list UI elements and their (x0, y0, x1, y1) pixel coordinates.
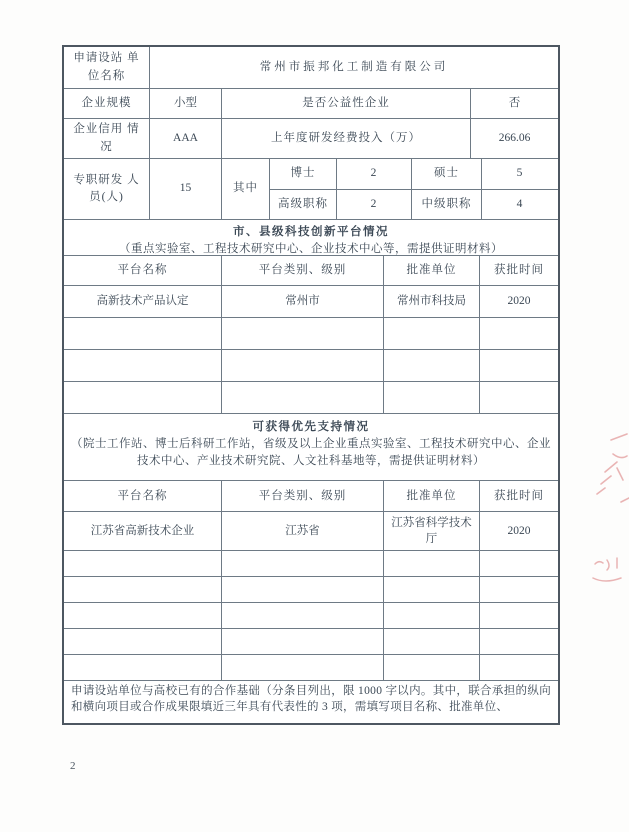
application-form-table (62, 45, 560, 725)
column-header: 批准单位 (384, 256, 480, 285)
doctor-label: 博士 (270, 159, 337, 189)
table-row (64, 286, 558, 318)
table-cell: 江苏省高新技术企业 (64, 512, 222, 550)
breakdown-row-degrees (270, 159, 558, 190)
senior-title-label: 高级职称 (270, 190, 337, 220)
table-cell (64, 318, 222, 349)
table-cell: 常州市科技局 (384, 286, 480, 317)
table-cell (64, 603, 222, 628)
table-cell (64, 577, 222, 602)
page-number: 2 (70, 760, 76, 772)
table-row (64, 512, 558, 551)
applicant-name-value: 常州市振邦化工制造有限公司 (259, 60, 449, 73)
table-cell (480, 318, 558, 349)
table-row (64, 603, 558, 629)
table-row (64, 629, 558, 655)
rd-investment-label: 上年度研发经费投入（万） (222, 119, 471, 158)
table-cell (480, 382, 558, 413)
table-cell (480, 350, 558, 381)
enterprise-scale-label: 企业规模 (64, 89, 150, 118)
table-cell: 2020 (507, 295, 531, 308)
table-cell (64, 350, 222, 381)
mid-title-label: 中级职称 (412, 190, 482, 220)
table-cell (384, 551, 480, 576)
rd-staff-label: 专职研发 人员(人) (64, 159, 150, 219)
table-cell (222, 382, 384, 413)
table-header-row (64, 256, 558, 286)
credit-value: AAA (150, 119, 222, 158)
table-cell (64, 655, 222, 680)
table-cell (480, 603, 558, 628)
table-cell (64, 551, 222, 576)
table-row (64, 551, 558, 577)
table-cell (480, 551, 558, 576)
master-label: 硕士 (412, 159, 482, 189)
among-which-label: 其中 (222, 159, 270, 219)
table-cell (222, 551, 384, 576)
table-cell (384, 350, 480, 381)
rd-investment-value: 266.06 (498, 131, 531, 144)
cooperation-basis-note: 申请设站单位与高校已有的合作基础（分条目列出，限 1000 字以内。其中，联合承担的纵向和横向项目或合作成果限填近三年具有代表性的 3 项，需填写项目名称、批准单位、 (71, 685, 551, 713)
red-stamp-fragment-lower (587, 550, 627, 598)
section2-header (64, 414, 558, 481)
city-platform-table (64, 256, 558, 414)
credit-row (64, 119, 558, 159)
table-row (64, 318, 558, 350)
table-cell (222, 655, 384, 680)
mid-title-value: 4 (516, 197, 524, 210)
credit-label: 企业信用 情况 (64, 119, 150, 158)
table-cell (384, 603, 480, 628)
staff-breakdown-grid (270, 159, 558, 219)
column-header: 批准单位 (384, 481, 480, 511)
breakdown-row-titles (270, 190, 558, 220)
section1-title: 市、县级科技创新平台情况 (233, 226, 389, 238)
table-cell (222, 350, 384, 381)
section2-subtitle: （院士工作站、博士后科研工作站，省级及以上企业重点实验室、工程技术研究中心、企业技术中心、产业技术研究院、人文社科基地等，需提供证明材料） (71, 438, 551, 468)
table-cell (384, 577, 480, 602)
applicant-row (64, 47, 558, 89)
table-row (64, 577, 558, 603)
red-stamp-fragment-upper (577, 432, 629, 537)
column-header: 平台类别、级别 (222, 256, 384, 285)
table-row (64, 655, 558, 681)
applicant-name-label: 申请设站 单位名称 (64, 47, 150, 88)
doctor-value: 2 (337, 159, 412, 189)
table-cell (480, 577, 558, 602)
rd-staff-row (64, 159, 558, 220)
table-cell: 2020 (507, 525, 531, 538)
table-cell (384, 629, 480, 654)
table-cell (64, 382, 222, 413)
senior-title-value: 2 (337, 190, 412, 220)
table-header-row (64, 481, 558, 512)
priority-support-table (64, 481, 558, 681)
enterprise-scale-row (64, 89, 558, 119)
column-header: 平台类别、级别 (222, 481, 384, 511)
table-cell (384, 382, 480, 413)
table-cell (222, 629, 384, 654)
public-welfare-value: 否 (508, 96, 521, 109)
column-header: 平台名称 (64, 481, 222, 511)
table-cell: 高新技术产品认定 (64, 286, 222, 317)
table-cell (384, 318, 480, 349)
table-cell (480, 629, 558, 654)
table-cell (222, 577, 384, 602)
table-row (64, 350, 558, 382)
rd-staff-value: 15 (150, 159, 222, 219)
table-cell: 江苏省科学技术厅 (384, 512, 480, 550)
table-cell: 常州市 (222, 286, 384, 317)
table-cell (384, 655, 480, 680)
column-header: 获批时间 (494, 489, 544, 502)
enterprise-scale-value: 小型 (150, 89, 222, 118)
table-cell (222, 603, 384, 628)
section1-subtitle: （重点实验室、工程技术研究中心、企业技术中心等，需提供证明材料） (119, 243, 503, 256)
table-row (64, 382, 558, 414)
column-header: 获批时间 (494, 264, 544, 277)
public-welfare-label: 是否公益性企业 (222, 89, 471, 118)
column-header: 平台名称 (64, 256, 222, 285)
table-cell (64, 629, 222, 654)
section2-title: 可获得优先支持情况 (252, 421, 370, 433)
table-cell (222, 318, 384, 349)
table-cell: 江苏省 (222, 512, 384, 550)
section1-header (64, 220, 558, 256)
table-cell (480, 655, 558, 680)
master-value: 5 (516, 167, 524, 180)
